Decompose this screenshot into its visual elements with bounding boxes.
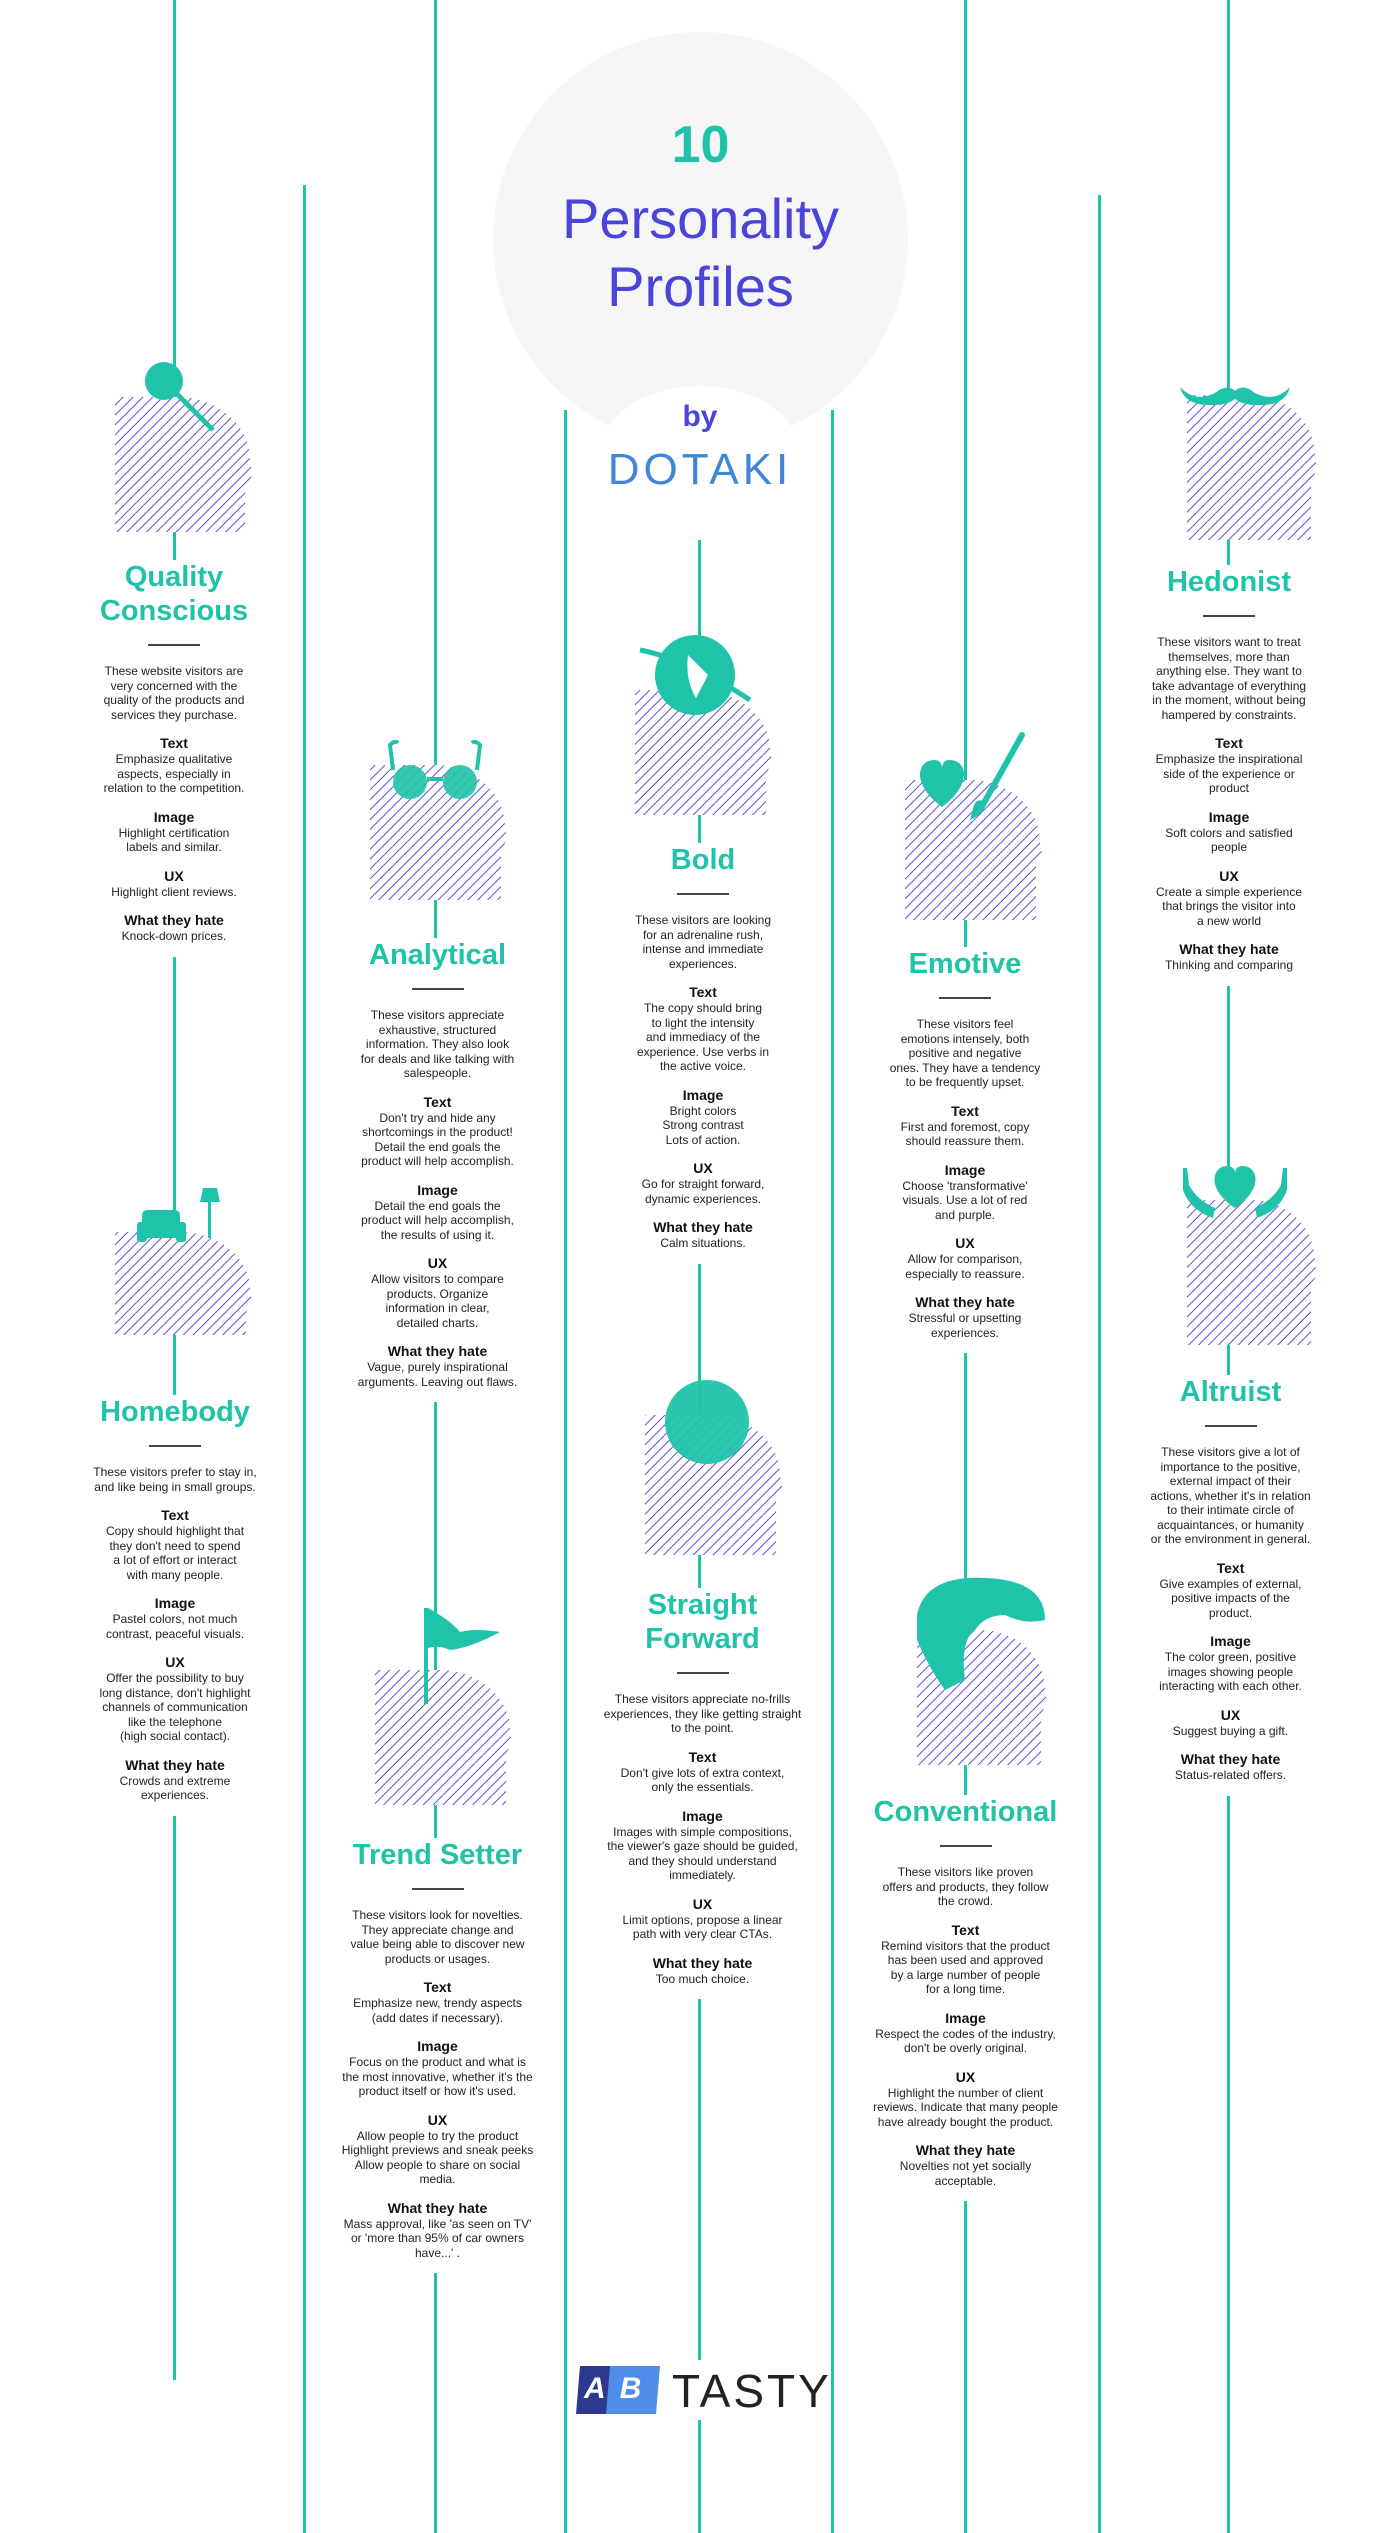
section-body: Allow for comparison, especially to reassure. [905,1252,1025,1281]
profile-section [863,2010,1068,2056]
profile-section [600,1896,805,1942]
section-label: What they hate [1180,1751,1281,1767]
profile-section [1140,941,1318,973]
section-label: Text [688,1748,717,1765]
profile-name: Bold [670,844,736,876]
profile-card-trend-setter [335,1838,540,2273]
section-body: Allow people to try the product Highlight previews and sneak peeks Allow people to share on social media. [341,2128,534,2186]
section-body: Emphasize qualitative aspects, especially in relation to the competition. [103,752,245,795]
profile-section [613,1087,793,1148]
section-body: Knock-down prices. [121,929,227,943]
section-body: Emphasize the inspirational side of the experience or product [1155,752,1303,795]
section-body: Copy should highlight that they don't need to spend a lot of effort or interact with many people. [105,1524,245,1582]
ab-tasty-logo [572,2360,832,2420]
armchair-lamp-head-icon [110,1160,260,1340]
profile-section [1138,1560,1323,1621]
section-body: Don't try and hide any shortcomings in the product! Detail the end goals the product will help accomplish. [361,1110,514,1168]
profile-section [95,868,253,900]
divider [412,1888,464,1890]
section-label: UX [1219,867,1239,884]
section-label: UX [427,1255,448,1271]
profile-card-altruist [1138,1375,1323,1796]
profile-section [880,1235,1050,1281]
section-body: Detail the end goals the product will help accomplish, the results of using it. [361,1198,514,1242]
profile-card-homebody [85,1395,265,1816]
profile-name: Conventional [873,1796,1058,1828]
profile-section [335,2112,540,2187]
divider [149,1445,201,1447]
section-label: Image [417,2038,458,2054]
profile-section [335,2200,540,2261]
profile-section [85,1757,265,1803]
section-label: UX [692,1895,713,1912]
dotaki-logo: DOTAKI [607,445,793,494]
title-line-1: Personality [561,187,840,250]
profile-section [600,1808,805,1883]
section-label: What they hate [652,1954,753,1971]
section-body: Mass approval, like 'as seen on TV' or 'more than 95% of car owners have...' . [343,2216,532,2260]
section-body: Bright colors Strong contrast Lots of action. [662,1103,744,1147]
section-body: Calm situations. [660,1236,746,1250]
profile-section [95,912,253,944]
section-label: UX [165,1654,185,1670]
heart-brush-head-icon [900,725,1050,925]
profile-section [1140,735,1318,796]
title-line-2: Profiles [607,255,794,318]
section-label: Text [1215,735,1243,751]
profile-intro: These visitors feel emotions intensely, both positive and negative ones. They have a tendency to be frequently upset. [889,1017,1041,1089]
section-body: Emphasize new, trendy aspects (add dates if necessary). [353,1996,522,2025]
section-body: Focus on the product and what is the most innovative, whether it's the product itself or how it's used. [342,2055,533,2098]
section-body: Highlight client reviews. [111,884,237,899]
profile-intro: These visitors look for novelties. They appreciate change and value being able to discover new products or usages. [350,1908,525,1966]
profile-section [85,1654,265,1744]
section-label: Text [423,1093,452,1110]
section-body: Too much choice. [655,1971,750,1986]
profile-section [1138,1707,1323,1739]
profile-section [1140,868,1318,929]
section-body: Offer the possibility to buy long distance, don't highlight channels of communication like the telephone (high social contact). [99,1671,251,1743]
profile-section [613,1219,793,1251]
column-line [1098,195,1101,2533]
profile-card-bold [613,843,793,1264]
hands-heart-head-icon [1175,1160,1325,1350]
by-label: by [682,400,718,433]
profile-name: Analytical [369,939,506,971]
profile-card-conventional [863,1795,1068,2201]
profile-card-quality-conscious [95,560,253,957]
profile-card-straight-forward [600,1588,805,1999]
profile-card-analytical [350,938,525,1402]
section-label: UX [427,2111,448,2128]
section-body: Go for straight forward, dynamic experiences. [641,1177,765,1206]
profile-section [335,1979,540,2025]
rocket-planet-head-icon [630,620,780,820]
divider [1203,615,1255,617]
profile-intro: These visitors appreciate no-frills experiences, they like getting straight to the point. [603,1692,802,1735]
section-label: Text [951,1102,979,1119]
profile-intro: These visitors like proven offers and products, they follow the crowd. [882,1865,1049,1908]
glasses-head-icon [365,715,515,905]
section-label: UX [955,2068,976,2085]
profile-section [1138,1633,1323,1694]
profile-name: Homebody [100,1396,250,1428]
profile-section [350,1094,525,1169]
profile-name: Trend Setter [352,1839,523,1871]
section-body: Don't give lots of extra context, only the essentials. [620,1765,785,1794]
section-label: UX [955,1235,975,1251]
circle-head-icon [640,1370,790,1560]
profile-section [350,1343,525,1389]
section-body: Stressful or upsetting experiences. [908,1311,1022,1340]
section-label: Image [154,1595,196,1611]
section-label: What they hate [653,1219,753,1235]
profile-section [95,809,253,855]
section-body: Status-related offers. [1174,1768,1287,1782]
section-body: Suggest buying a gift. [1172,1723,1289,1738]
profile-section [350,1182,525,1243]
section-label: UX [164,867,184,884]
profile-section [1138,1751,1323,1783]
section-label: What they hate [124,912,224,928]
profile-intro: These visitors want to treat themselves, more than anything else. They want to take advantage of everything in the moment, without being hampered by constraints. [1151,635,1307,722]
section-label: Image [417,1181,458,1198]
section-body: Allow visitors to compare products. Organize information in clear, detailed charts. [371,1272,504,1330]
section-label: What they hate [387,1343,488,1359]
hair-head-icon [905,1570,1055,1770]
profile-intro: These visitors prefer to stay in, and like being in small groups. [93,1465,257,1494]
profile-intro: These visitors give a lot of importance to the positive, external impact of their actions, whether it's in relation to their intimate circle of acquaintances, or humanity or the environment in general. [1150,1445,1311,1546]
profile-section [613,1160,793,1206]
section-body: Novelties not yet socially acceptable. [899,2159,1032,2188]
page-title [493,185,908,321]
section-label: Text [161,1507,189,1523]
profile-card-emotive [880,947,1050,1353]
section-label: Text [423,1979,452,1995]
profile-name: Straight Forward [645,1589,760,1655]
section-label: Image [153,808,195,825]
profile-section [85,1507,265,1582]
section-body: The color green, positive images showing people interacting with each other. [1159,1650,1302,1693]
section-label: Text [951,1921,980,1938]
section-label: What they hate [915,2142,1016,2158]
section-body: Limit options, propose a linear path with very clear CTAs. [622,1912,783,1941]
profile-section [880,1103,1050,1149]
section-label: Image [1210,1633,1251,1649]
section-label: What they hate [125,1756,225,1773]
profile-section [863,2142,1068,2188]
profile-section [880,1162,1050,1223]
profile-section [1140,809,1318,855]
section-label: Image [944,1161,986,1178]
section-body: The copy should bring to light the intensity and immediacy of the experience. Use verbs in the active voice. [636,1001,770,1073]
section-label: Text [160,735,188,751]
profile-intro: These website visitors are very concerned with the quality of the products and services they purchase. [103,664,245,722]
section-body: Thinking and comparing [1164,958,1294,972]
profile-section [863,1922,1068,1997]
section-body: Crowds and extreme experiences. [119,1773,231,1802]
section-label: UX [693,1160,713,1176]
section-body: Pastel colors, not much contrast, peaceful visuals. [105,1612,245,1641]
divider [939,997,991,999]
profile-intro: These visitors are looking for an adrenaline rush, intense and immediate experiences. [634,913,772,971]
section-body: Remind visitors that the product has been used and approved by a large number of people for a long time. [881,1938,1050,1996]
mustache-head-icon [1175,375,1325,545]
section-label: Image [682,1086,724,1103]
divider [677,893,729,895]
section-label: What they hate [1179,941,1279,957]
divider [148,644,200,646]
profile-section [95,735,253,796]
section-label: Text [689,984,717,1000]
profile-card-hedonist [1140,565,1318,986]
section-body: Create a simple experience that brings the visitor into a new world [1155,884,1303,928]
section-label: Image [945,2009,986,2026]
section-body: Highlight the number of client reviews. Indicate that many people have already bought the product. [873,2085,1058,2129]
profile-section [880,1294,1050,1340]
profile-section [600,1955,805,1987]
profile-section [863,2069,1068,2130]
section-label: What they hate [387,2199,488,2216]
section-body: Soft colors and satisfied people [1165,825,1293,854]
magnifier-head-icon [110,360,260,540]
ab-tasty-wordmark: TASTY [672,2365,832,2417]
section-body: Respect the codes of the industry, don't be overly original. [875,2026,1056,2055]
divider [1205,1425,1257,1427]
column-line [303,185,306,2533]
profile-section [85,1595,265,1641]
profile-section [335,2038,540,2099]
profile-section [600,1749,805,1795]
divider [677,1672,729,1674]
section-body: Images with simple compositions, the viewer's gaze should be guided, and they should understand immediately. [607,1824,798,1882]
divider [412,988,464,990]
profile-section [350,1255,525,1330]
section-body: First and foremost, copy should reassure them. [900,1119,1030,1148]
section-label: What they hate [915,1294,1015,1310]
profile-name: Altruist [1179,1376,1282,1408]
profile-intro: These visitors appreciate exhaustive, structured information. They also look for deals and like talking with salespeople. [360,1008,515,1080]
column-line [831,410,834,2533]
section-label: Image [682,1807,723,1824]
profile-name: Emotive [908,948,1022,980]
profile-name: Quality Conscious [99,561,249,627]
section-body: Vague, purely inspirational arguments. Leaving out flaws. [357,1360,518,1389]
section-body: Highlight certification labels and similar. [118,825,230,854]
column-line [564,410,567,2533]
divider [940,1845,992,1847]
section-body: Give examples of external, positive impacts of the product. [1159,1576,1302,1620]
profile-name: Hedonist [1166,566,1292,598]
section-label: Image [1208,808,1250,825]
flag-head-icon [370,1600,520,1810]
profile-section [613,984,793,1074]
title-number: 10 [671,116,730,174]
ab-badge-label: AB [584,2372,656,2405]
section-label: UX [1220,1706,1241,1723]
section-body: Choose 'transformative' visuals. Use a lot of red and purple. [902,1178,1028,1222]
section-label: Text [1216,1559,1245,1576]
